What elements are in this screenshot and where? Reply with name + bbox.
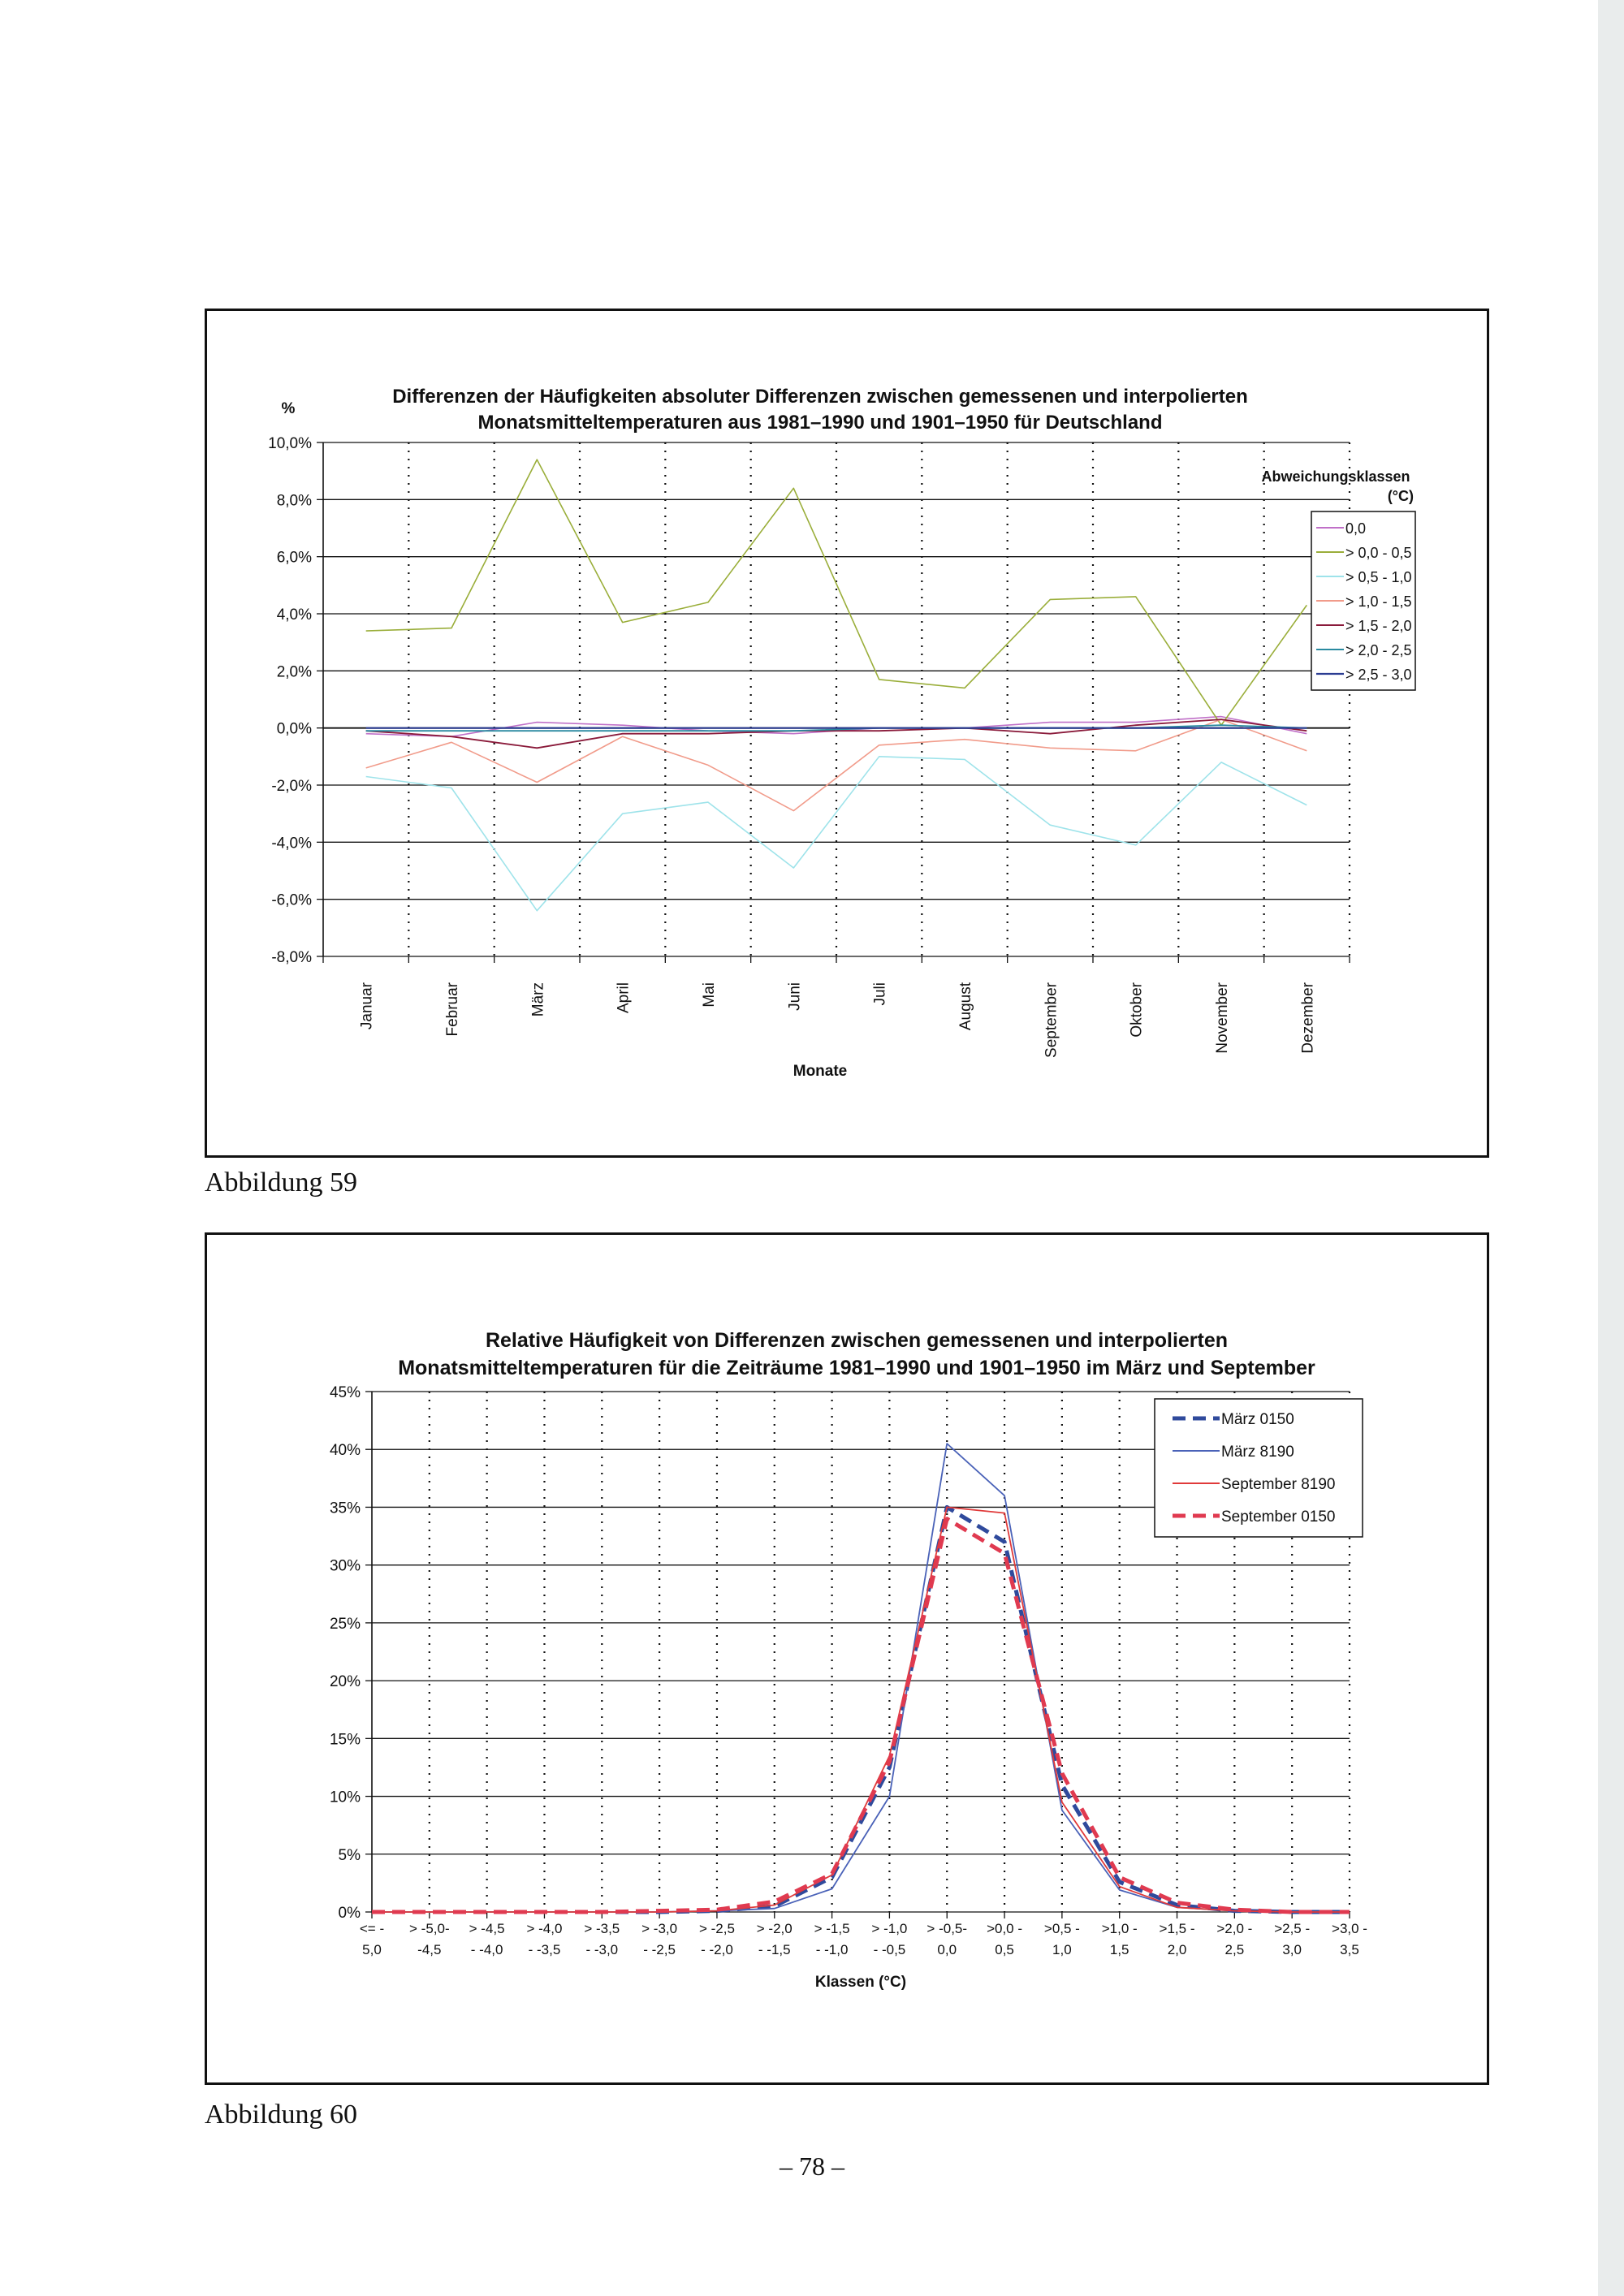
y-tick-label: 5% bbox=[338, 1846, 361, 1864]
legend-title: Abweichungsklassen bbox=[1261, 468, 1410, 485]
x-tick-label: - -2,0 bbox=[701, 1942, 733, 1957]
x-tick-label: - -4,0 bbox=[470, 1942, 503, 1957]
x-tick-label: -4,5 bbox=[417, 1942, 442, 1957]
series-line-> 1,0 - 1,5 bbox=[366, 719, 1307, 811]
x-tick-label: > -3,0 bbox=[641, 1921, 678, 1936]
x-tick-label: 3,0 bbox=[1282, 1942, 1302, 1957]
x-tick-label: > -3,5 bbox=[584, 1921, 620, 1936]
x-axis-title: Klassen (°C) bbox=[814, 1974, 907, 1991]
figure-59-caption: Abbildung 59 bbox=[205, 1167, 357, 1198]
x-tick-label: 1,0 bbox=[1052, 1942, 1072, 1957]
page-number: – 78 – bbox=[780, 2151, 844, 2181]
x-tick-label: Dezember bbox=[1299, 982, 1317, 1054]
legend-label: > 1,0 - 1,5 bbox=[1345, 593, 1412, 610]
x-tick-label: 0,0 bbox=[937, 1942, 957, 1957]
y-tick-label: -2,0% bbox=[271, 778, 312, 795]
x-tick-label: 3,5 bbox=[1340, 1942, 1359, 1957]
series-line-März 0150 bbox=[372, 1507, 1350, 1912]
x-tick-label: > -4,5 bbox=[469, 1921, 505, 1936]
y-tick-label: 2,0% bbox=[276, 663, 312, 681]
x-tick-label: > -1,5 bbox=[814, 1921, 850, 1936]
y-tick-label: 15% bbox=[329, 1731, 361, 1749]
x-tick-label: Mai bbox=[701, 982, 718, 1008]
x-tick-label: >3,0 - bbox=[1332, 1921, 1367, 1936]
x-tick-label: - -1,0 bbox=[815, 1942, 849, 1957]
chart-60 bbox=[207, 1235, 1487, 2082]
chart-title: Differenzen der Häufigkeiten absoluter Differenzen zwischen gemessenen und interpolierten bbox=[392, 386, 1248, 408]
legend-label: > 1,5 - 2,0 bbox=[1345, 618, 1412, 634]
x-tick-label: 0,5 bbox=[995, 1942, 1014, 1957]
figure-60-frame bbox=[205, 1232, 1489, 2085]
x-tick-label: - -3,0 bbox=[585, 1942, 619, 1957]
x-tick-label: Januar bbox=[358, 982, 376, 1030]
x-tick-label: - -0,5 bbox=[873, 1942, 906, 1957]
figure-60-caption: Abbildung 60 bbox=[205, 2100, 357, 2130]
x-tick-label: 2,0 bbox=[1167, 1942, 1187, 1957]
x-tick-label: <= - bbox=[359, 1921, 385, 1936]
y-tick-label: 4,0% bbox=[276, 606, 312, 624]
x-tick-label: >0,0 - bbox=[987, 1921, 1023, 1936]
y-tick-label: 0% bbox=[338, 1905, 361, 1922]
x-axis-title: Monate bbox=[793, 1063, 848, 1080]
chart-title: Relative Häufigkeit von Differenzen zwischen gemessenen und interpolierten bbox=[485, 1329, 1229, 1352]
x-tick-label: >1,5 - bbox=[1159, 1921, 1195, 1936]
y-tick-label: 30% bbox=[329, 1557, 361, 1575]
chart-title: Monatsmitteltemperaturen aus 1981–1990 und 1901–1950 für Deutschland bbox=[477, 412, 1163, 434]
x-tick-label: - -1,5 bbox=[758, 1942, 791, 1957]
legend-title: (°C) bbox=[1387, 488, 1414, 504]
x-tick-label: >1,0 - bbox=[1101, 1921, 1138, 1936]
x-tick-label: > -5,0- bbox=[409, 1921, 450, 1936]
x-tick-label: > -4,0 bbox=[526, 1921, 563, 1936]
series-line-September 8190 bbox=[372, 1507, 1350, 1912]
legend-label: 0,0 bbox=[1345, 520, 1367, 537]
x-tick-label: August bbox=[957, 982, 974, 1031]
y-tick-label: -6,0% bbox=[271, 891, 312, 909]
x-tick-label: Februar bbox=[444, 982, 461, 1037]
x-tick-label: >2,5 - bbox=[1274, 1921, 1311, 1936]
figure-59-frame bbox=[205, 309, 1489, 1158]
x-tick-label: September bbox=[1043, 982, 1060, 1058]
x-tick-label: - -3,5 bbox=[528, 1942, 561, 1957]
y-tick-label: 8,0% bbox=[276, 492, 312, 510]
chart-title: Monatsmitteltemperaturen für die Zeiträume 1981–1990 und 1901–1950 im März und September bbox=[398, 1357, 1315, 1379]
legend-label: > 0,0 - 0,5 bbox=[1345, 545, 1412, 561]
legend-label: September 8190 bbox=[1221, 1476, 1336, 1493]
x-tick-label: Juni bbox=[786, 982, 804, 1011]
x-tick-label: >0,5 - bbox=[1043, 1921, 1080, 1936]
legend-label: März 0150 bbox=[1221, 1411, 1294, 1428]
x-tick-label: > -1,0 bbox=[871, 1921, 908, 1936]
x-tick-label: > -2,5 bbox=[698, 1921, 735, 1936]
legend-label: März 8190 bbox=[1221, 1444, 1294, 1461]
y-tick-label: 6,0% bbox=[276, 549, 312, 567]
x-tick-label: - -2,5 bbox=[643, 1942, 676, 1957]
x-tick-label: 2,5 bbox=[1224, 1942, 1245, 1957]
x-tick-label: 5,0 bbox=[362, 1942, 382, 1957]
legend-label: > 2,5 - 3,0 bbox=[1345, 667, 1412, 683]
y-tick-label: 10% bbox=[329, 1789, 361, 1806]
y-tick-label: 25% bbox=[329, 1615, 361, 1633]
y-tick-label: 0,0% bbox=[276, 720, 312, 738]
x-tick-label: März bbox=[529, 982, 547, 1017]
y-tick-label: -4,0% bbox=[271, 835, 312, 852]
x-tick-label: > -0,5- bbox=[926, 1921, 968, 1936]
chart-59 bbox=[207, 311, 1487, 1155]
x-tick-label: Oktober bbox=[1128, 982, 1146, 1038]
x-tick-label: >2,0 - bbox=[1216, 1921, 1253, 1936]
x-tick-label: November bbox=[1214, 982, 1231, 1054]
y-unit-label: % bbox=[281, 400, 296, 417]
legend-label: > 0,5 - 1,0 bbox=[1345, 569, 1412, 585]
x-tick-label: April bbox=[615, 982, 633, 1014]
x-tick-label: > -2,0 bbox=[756, 1921, 793, 1936]
y-tick-label: 35% bbox=[329, 1500, 361, 1517]
legend-label: September 0150 bbox=[1221, 1508, 1336, 1526]
y-tick-label: 40% bbox=[329, 1442, 361, 1460]
y-tick-label: -8,0% bbox=[271, 949, 312, 966]
y-tick-label: 20% bbox=[329, 1673, 361, 1691]
y-tick-label: 10,0% bbox=[268, 435, 312, 452]
legend-label: > 2,0 - 2,5 bbox=[1345, 642, 1412, 658]
series-line-September 0150 bbox=[372, 1519, 1350, 1912]
x-tick-label: 1,5 bbox=[1109, 1942, 1129, 1957]
y-tick-label: 45% bbox=[329, 1384, 361, 1401]
x-tick-label: Juli bbox=[871, 982, 889, 1006]
